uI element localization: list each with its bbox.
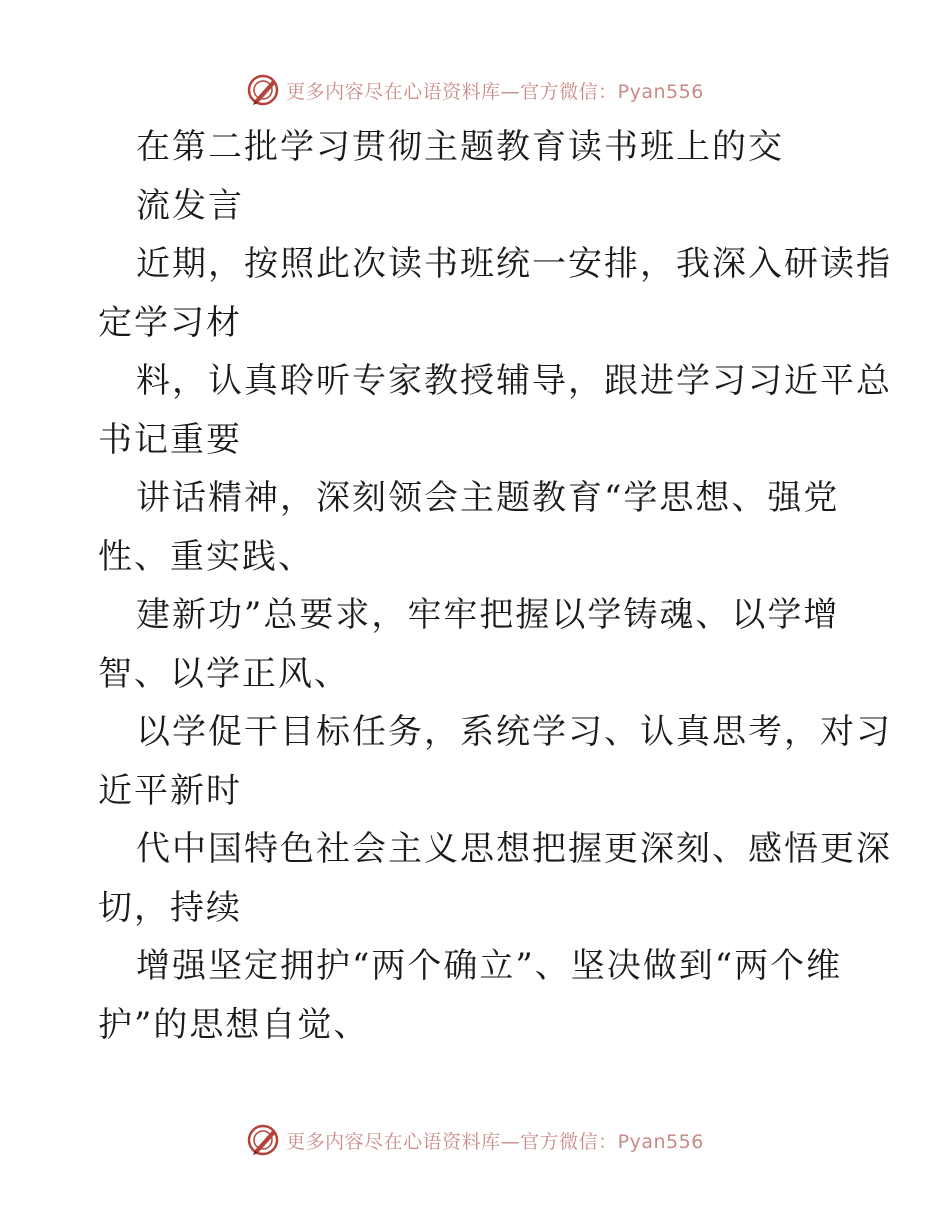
text-line: 定学习材 bbox=[98, 302, 242, 343]
text-line: 性、重实践、 bbox=[98, 536, 314, 577]
watermark-text: 更多内容尽在心语资料库—官方微信：Pyan556 bbox=[286, 80, 704, 103]
pen-logo-icon bbox=[246, 1123, 280, 1157]
pen-logo-icon bbox=[246, 73, 280, 107]
text-line: 讲话精神，深刻领会主题教育“学思想、强党 bbox=[136, 478, 840, 518]
text-line: 代中国特色社会主义思想把握更深刻、感悟更深 bbox=[136, 829, 892, 869]
text-line: 近平新时 bbox=[98, 770, 242, 811]
text-line: 流发言 bbox=[136, 185, 244, 226]
document-body bbox=[98, 118, 892, 1054]
footer-watermark bbox=[0, 1120, 950, 1160]
text-line: 以学促干目标任务，系统学习、认真思考，对习 bbox=[136, 712, 892, 752]
text-line: 书记重要 bbox=[98, 419, 242, 460]
text-line: 护”的思想自觉、 bbox=[98, 1004, 370, 1045]
watermark-text: 更多内容尽在心语资料库—官方微信：Pyan556 bbox=[286, 1130, 704, 1153]
text-line: 切，持续 bbox=[98, 887, 242, 928]
text-line: 近期，按照此次读书班统一安排，我深入研读指 bbox=[136, 244, 892, 284]
text-line: 增强坚定拥护“两个确立”、坚决做到“两个维 bbox=[136, 946, 843, 986]
text-line: 建新功”总要求，牢牢把握以学铸魂、以学增 bbox=[136, 595, 840, 635]
header-watermark bbox=[0, 70, 950, 110]
text-line: 在第二批学习贯彻主题教育读书班上的交 bbox=[136, 127, 784, 167]
text-line: 料，认真聆听专家教授辅导，跟进学习习近平总 bbox=[136, 361, 892, 401]
text-line: 智、以学正风、 bbox=[98, 653, 350, 694]
